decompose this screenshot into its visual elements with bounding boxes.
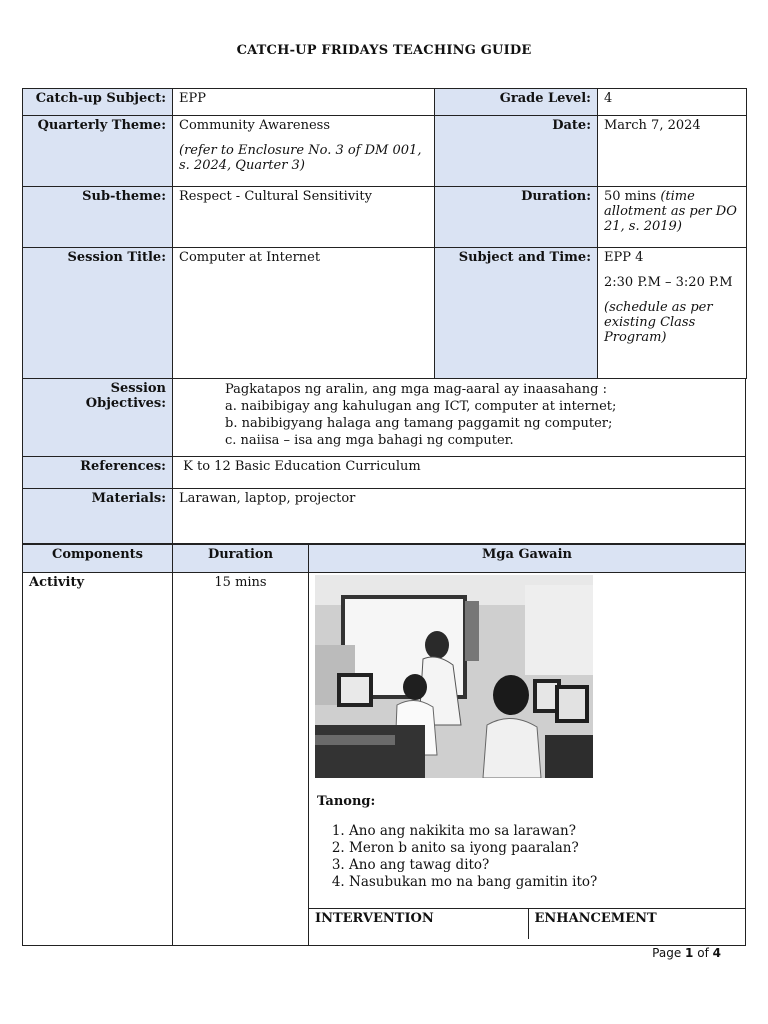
activity-duration: 15 mins — [173, 573, 309, 946]
question-title: Tanong: — [317, 794, 376, 809]
subject-value: EPP — [173, 89, 435, 116]
objectives-table — [22, 378, 746, 544]
components-table — [22, 544, 746, 946]
objective-item: a. naibibigay ang kahulugan ang ICT, computer at internet; — [225, 399, 617, 414]
date-label: Date: — [435, 116, 598, 187]
objectives-label — [23, 379, 173, 457]
materials-label: Materials: — [23, 489, 173, 544]
materials-value: Larawan, laptop, projector — [173, 489, 746, 544]
subtheme-label: Sub-theme: — [23, 187, 173, 248]
page-indicator — [652, 946, 721, 960]
question-item: 4. Nasubukan mo na bang gamitin ito? — [349, 874, 745, 891]
info-table — [22, 88, 746, 379]
col-header-components: Components — [23, 545, 173, 573]
classroom-photo — [315, 575, 593, 778]
question-item: 1. Ano ang nakikita mo sa larawan? — [349, 823, 745, 840]
page-current: 1 — [685, 946, 694, 960]
references-value — [173, 457, 746, 489]
theme-note: (refer to Enclosure No. 3 of DM 001, s. 2024, Quarter 3) — [179, 143, 422, 173]
subject-time-time: 2:30 P.M – 3:20 P.M — [604, 275, 733, 290]
page-total: 4 — [712, 946, 721, 960]
page-prefix: Page — [652, 946, 682, 960]
duration-label: Duration: — [435, 187, 598, 248]
objective-item: c. naiisa – isa ang mga bahagi ng computer. — [225, 433, 514, 448]
theme-cell — [173, 116, 435, 187]
objectives-content — [173, 379, 746, 457]
session-value: Computer at Internet — [173, 248, 435, 379]
subject-time-note: (schedule as per existing Class Program) — [604, 300, 713, 345]
question-list — [309, 823, 745, 891]
subject-time-subject: EPP 4 — [604, 250, 644, 265]
duration-cell — [598, 187, 747, 248]
objectives-label-line1: Session — [110, 381, 166, 396]
activity-name: Activity — [23, 573, 173, 946]
grade-label: Grade Level: — [435, 89, 598, 116]
enhancement-label: ENHANCEMENT — [528, 909, 745, 940]
intervention-enhancement-table — [309, 908, 745, 939]
intervention-label: INTERVENTION — [309, 909, 528, 940]
subject-time-label: Subject and Time: — [435, 248, 598, 379]
document-title: CATCH-UP FRIDAYS TEACHING GUIDE — [236, 43, 532, 58]
subject-label: Catch-up Subject: — [23, 89, 173, 116]
subject-time-cell — [598, 248, 747, 379]
objectives-label-line2: Objectives: — [85, 396, 166, 411]
grade-value: 4 — [598, 89, 747, 116]
question-item: 3. Ano ang tawag dito? — [349, 857, 745, 874]
duration-value: 50 mins — [604, 189, 657, 204]
theme-value: Community Awareness — [179, 118, 331, 133]
subtheme-value: Respect - Cultural Sensitivity — [173, 187, 435, 248]
objective-item: b. nabibigyang halaga ang tamang paggamit ng computer; — [225, 416, 613, 431]
references-label: References: — [23, 457, 173, 489]
theme-label: Quarterly Theme: — [23, 116, 173, 187]
references-text: K to 12 Basic Education Curriculum — [183, 459, 421, 474]
page-separator: of — [697, 946, 709, 960]
date-value: March 7, 2024 — [598, 116, 747, 187]
activity-content — [309, 573, 746, 946]
session-label: Session Title: — [23, 248, 173, 379]
col-header-duration: Duration — [173, 545, 309, 573]
objectives-intro: Pagkatapos ng aralin, ang mga mag-aaral ay inaasahang : — [225, 382, 607, 397]
duration-note: (time allotment as per DO 21, s. 2019) — [604, 189, 737, 234]
col-header-mga-gawain: Mga Gawain — [309, 545, 746, 573]
question-item: 2. Meron b anito sa iyong paaralan? — [349, 840, 745, 857]
